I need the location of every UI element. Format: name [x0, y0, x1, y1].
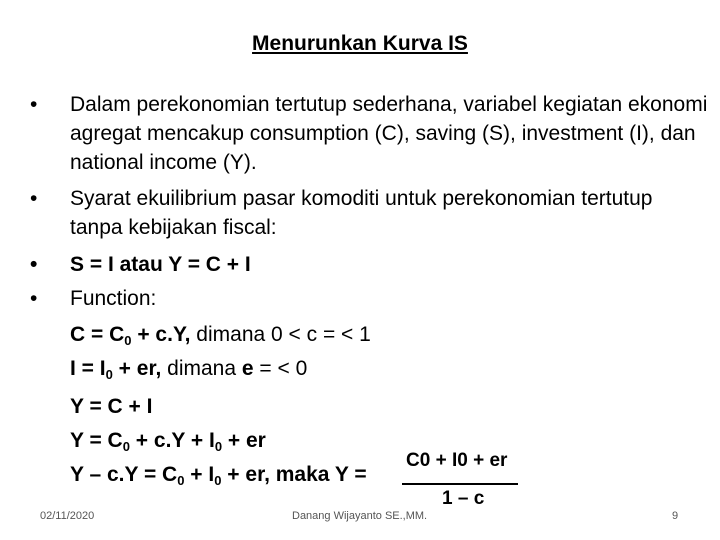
- bullet-text: Dalam perekonomian tertutup sederhana, variabel kegiatan ekonomi agregat mencakup consumption (C), saving (S), investment (I), dan national income (Y).: [70, 93, 708, 174]
- equation-substitution: $Y = C_0 + c.Y + I_0$ + er: [70, 429, 266, 454]
- equation-investment: $I = I_0$ + er, dimana e = < 0: [70, 357, 308, 382]
- bullet-text: Function:: [70, 287, 157, 310]
- footer-author: Danang Wijayanto SE.,MM.: [292, 510, 428, 522]
- bullet-item-3: [30, 250, 710, 279]
- footer-date: 02/11/2020: [40, 510, 95, 522]
- equation-result: $Y - c.Y = C_0 + I_0$ + er, maka Y =: [70, 463, 367, 488]
- bullet-dot: •: [30, 93, 38, 116]
- fraction-numerator: C0 + I0 + er: [406, 450, 508, 471]
- bullet-item-2: [30, 184, 710, 242]
- bullet-dot: •: [30, 187, 38, 210]
- is-curve-fraction: [402, 448, 520, 510]
- bullet-item-4: [30, 284, 710, 313]
- equation-consumption: $C = C_0 + c.Y$, dimana 0 < c = < 1: [70, 323, 371, 348]
- footer-page-number: 9: [672, 510, 679, 522]
- bullet-dot: •: [30, 287, 38, 310]
- fraction-denominator: 1 – c: [442, 488, 485, 509]
- bullet-item-1: [30, 90, 710, 177]
- fraction-bar: [402, 483, 518, 485]
- bullet-text: S = I atau Y = C + I: [70, 253, 251, 276]
- slide-title: Menurunkan Kurva IS: [252, 32, 468, 55]
- bullet-dot: •: [30, 253, 38, 276]
- equation-equilibrium: Y = C + I: [70, 395, 153, 418]
- bullet-text: Syarat ekuilibrium pasar komoditi untuk perekonomian tertutup tanpa kebijakan fiscal:: [70, 187, 653, 239]
